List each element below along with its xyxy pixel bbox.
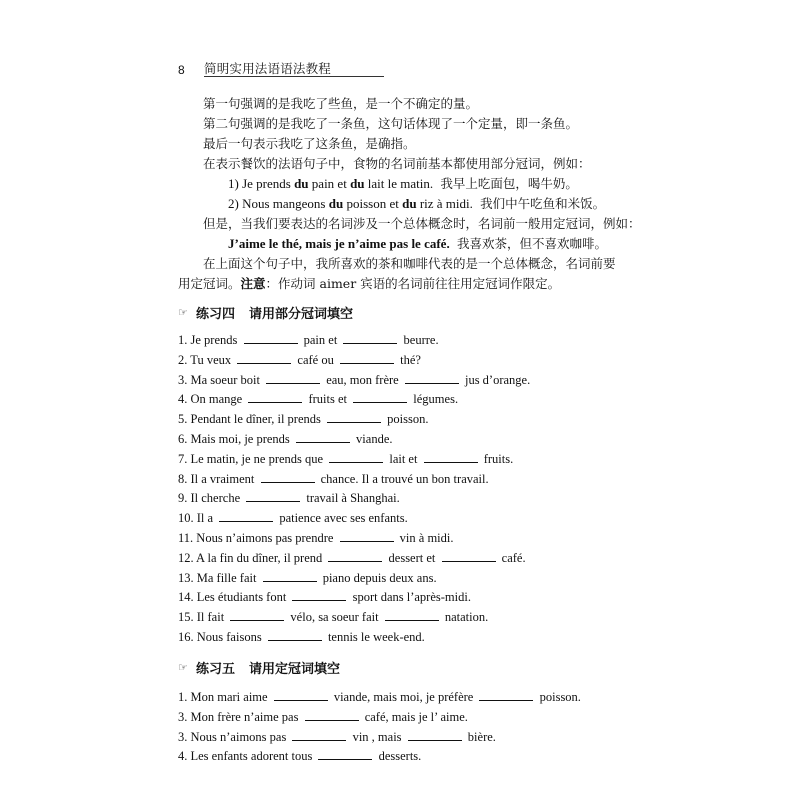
fill-in-blank[interactable] — [292, 590, 346, 601]
fill-in-blank[interactable] — [296, 432, 350, 443]
fill-in-blank[interactable] — [329, 452, 383, 463]
paragraph-line: 但是，当我们要表达的名词涉及一个总体概念时，名词前一般用定冠词，例如： — [203, 216, 641, 231]
translation: 我早上吃面包，喝牛奶。 — [440, 176, 578, 191]
exercise-item: 11. Nous n’aimons pas prendre vin à midi. — [178, 531, 454, 545]
exercise-item: 15. Il fait vélo, sa soeur fait natation. — [178, 610, 489, 625]
exercise-item: 10. Il a patience avec ses enfants. — [178, 511, 408, 526]
exercise-item: 4. On mange fruits et légumes. — [178, 392, 459, 407]
example-sentence-1: 1) Je prends du pain et du lait le matin. 我早上吃面包，喝牛奶。 — [228, 176, 578, 191]
fill-in-blank[interactable] — [219, 511, 273, 522]
page-header — [178, 61, 384, 77]
example-sentence-3: J’aime le thé, mais je n’aime pas le café. 我喜欢茶，但不喜欢咖啡。 — [228, 236, 607, 251]
fill-in-blank[interactable] — [405, 373, 459, 384]
fill-in-blank[interactable] — [248, 392, 302, 403]
exercise-item: 9. Il cherche travail à Shanghai. — [178, 491, 400, 506]
fill-in-blank[interactable] — [237, 353, 291, 364]
exercise-item: 8. Il a vraiment chance. Il a trouvé un bon travail. — [178, 471, 489, 486]
fill-in-blank[interactable] — [442, 551, 496, 562]
exercise-item: 5. Pendant le dîner, il prends poisson. — [178, 412, 429, 427]
fill-in-blank[interactable] — [328, 551, 382, 562]
paragraph-line: 在上面这个句子中，我所喜欢的茶和咖啡代表的是一个总体概念，名词前要 — [203, 256, 616, 271]
fill-in-blank[interactable] — [246, 491, 300, 502]
exercise-4-heading — [178, 303, 353, 322]
fill-in-blank[interactable] — [230, 610, 284, 621]
hand-pointing-icon: ☞ — [178, 306, 188, 319]
exercise-item: 13. Ma fille fait piano depuis deux ans. — [178, 570, 437, 585]
exercise-5-heading — [178, 658, 340, 677]
fill-in-blank[interactable] — [318, 749, 372, 760]
paragraph-line: 在表示餐饮的法语句子中，食物的名词前基本都使用部分冠词，例如： — [203, 156, 591, 171]
fill-in-blank[interactable] — [266, 373, 320, 384]
fill-in-blank[interactable] — [340, 531, 394, 542]
exercise-item: 1. Mon mari aime viande, mais moi, je préfère poisson. — [178, 690, 581, 704]
exercise-number: 练习五 — [196, 662, 236, 677]
fill-in-blank[interactable] — [261, 472, 315, 483]
exercise-item: 2. Tu veux café ou thé? — [178, 352, 421, 367]
page-number: 8 — [178, 63, 185, 77]
exercise-item: 3. Nous n’aimons pas vin , mais bière. — [178, 729, 496, 744]
fill-in-blank[interactable] — [385, 610, 439, 621]
fill-in-blank[interactable] — [353, 392, 407, 403]
paragraph-line: 最后一句表示我吃了这条鱼，是确指。 — [203, 136, 416, 151]
fill-in-blank[interactable] — [268, 630, 322, 641]
paragraph-line: 第二句强调的是我吃了一条鱼，这句话体现了一个定量，即一条鱼。 — [203, 116, 579, 131]
exercise-item: 14. Les étudiants font sport dans l’après-midi. — [178, 590, 471, 605]
hand-pointing-icon: ☞ — [178, 661, 188, 674]
fill-in-blank[interactable] — [244, 333, 298, 344]
fill-in-blank[interactable] — [327, 412, 381, 423]
exercise-item: 12. A la fin du dîner, il prend dessert et café. — [178, 550, 526, 565]
exercise-item: 3. Ma soeur boit eau, mon frère jus d’orange. — [178, 372, 531, 387]
exercise-number: 练习四 — [196, 307, 236, 322]
book-title: 简明实用法语语法教程 — [204, 61, 384, 77]
fill-in-blank[interactable] — [343, 333, 397, 344]
exercise-item: 16. Nous faisons tennis le week-end. — [178, 630, 425, 644]
exercise-item: 4. Les enfants adorent tous desserts. — [178, 749, 422, 764]
fill-in-blank[interactable] — [340, 353, 394, 364]
fill-in-blank[interactable] — [292, 730, 346, 741]
exercise-item: 1. Je prends pain et beurre. — [178, 333, 439, 347]
fill-in-blank[interactable] — [305, 710, 359, 721]
fill-in-blank[interactable] — [408, 730, 462, 741]
fill-in-blank[interactable] — [274, 690, 328, 701]
exercise-item: 3. Mon frère n’aime pas café, mais je l’ aime. — [178, 709, 468, 724]
exercise-item: 7. Le matin, je ne prends que lait et fruits. — [178, 451, 514, 466]
fill-in-blank[interactable] — [263, 571, 317, 582]
exercise-title: 请用定冠词填空 — [249, 662, 341, 677]
example-sentence-2: 2) Nous mangeons du poisson et du riz à midi. 我们中午吃鱼和米饭。 — [228, 196, 606, 211]
fill-in-blank[interactable] — [479, 690, 533, 701]
translation: 我喜欢茶，但不喜欢咖啡。 — [456, 236, 607, 251]
fill-in-blank[interactable] — [424, 452, 478, 463]
paragraph-line: 用定冠词。注意：作动词 aimer 宾语的名词前往往用定冠词作限定。 — [178, 276, 561, 291]
paragraph-line: 第一句强调的是我吃了些鱼，是一个不确定的量。 — [203, 96, 479, 111]
exercise-title: 请用部分冠词填空 — [249, 307, 354, 322]
translation: 我们中午吃鱼和米饭。 — [480, 196, 606, 211]
exercise-item: 6. Mais moi, je prends viande. — [178, 432, 393, 446]
note-label: 注意 — [240, 276, 266, 291]
